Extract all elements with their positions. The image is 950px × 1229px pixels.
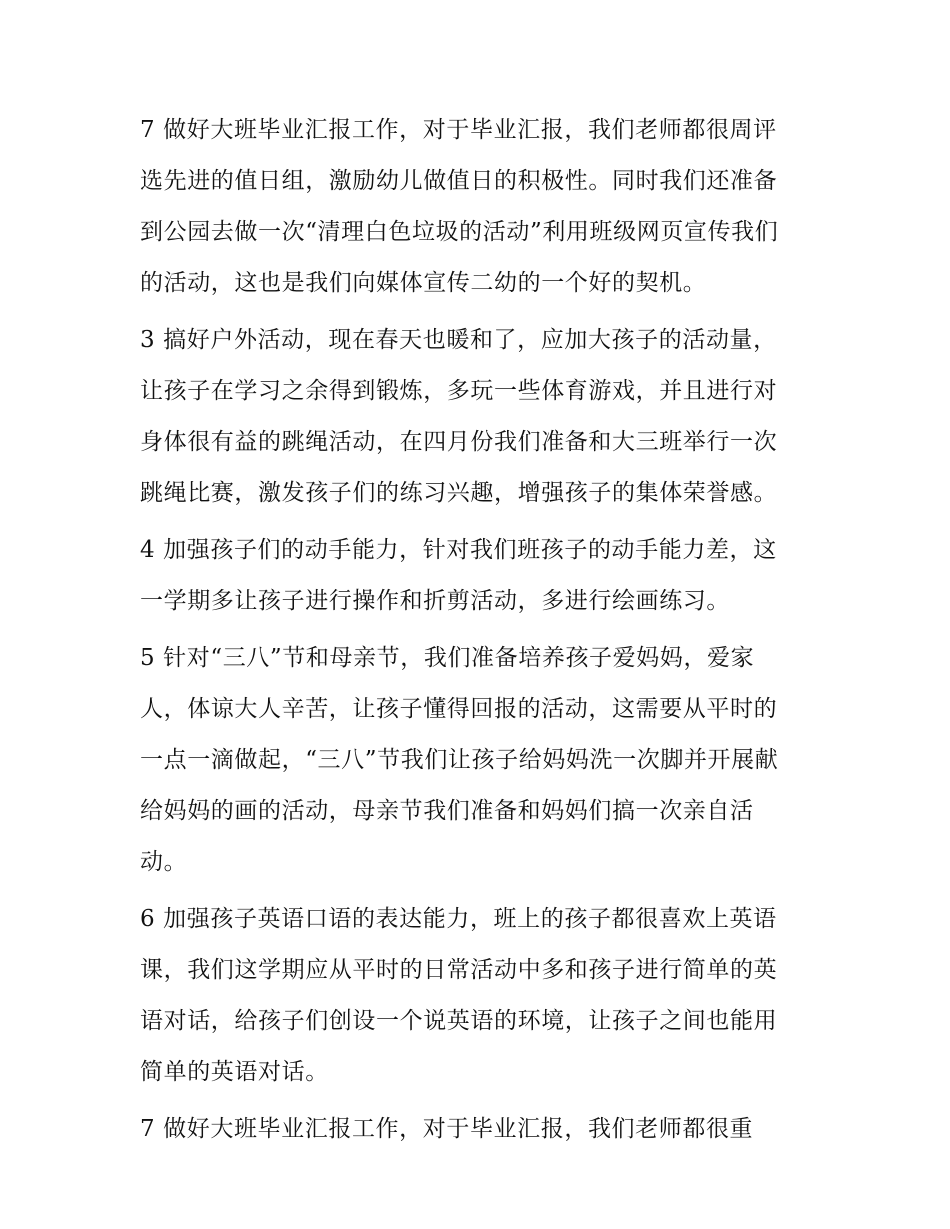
paragraph-3-line-4: 跳绳比赛，激发孩子们的练习兴趣，增强孩子的集体荣誉感。: [140, 480, 778, 506]
paragraph-4-line-1: 4 加强孩子们的动手能力，针对我们班孩子的动手能力差，这: [140, 537, 777, 563]
paragraph-7-line-1: 7 做好大班毕业汇报工作，对于毕业汇报，我们老师都很周评: [140, 117, 777, 143]
paragraph-4-line-2: 一学期多让孩子进行操作和折剪活动，多进行绘画练习。: [140, 588, 730, 614]
paragraph-5-line-3: 一点一滴做起，“三八”节我们让孩子给妈妈洗一次脚并开展献: [140, 747, 779, 773]
paragraph-3-line-3: 身体很有益的跳绳活动，在四月份我们准备和大三班举行一次: [140, 429, 778, 455]
paragraph-5-line-5: 动。: [140, 849, 188, 875]
paragraph-7-line-2: 选先进的值日组，激励幼儿做值日的积极性。同时我们还准备: [140, 168, 778, 194]
paragraph-3-line-2: 让孩子在学习之余得到锻炼，多玩一些体育游戏，并且进行对: [140, 378, 778, 404]
paragraph-5-line-1: 5 针对“三八”节和母亲节，我们准备培养孩子爱妈妈，爱家: [140, 645, 755, 671]
paragraph-6-line-3: 语对话，给孩子们创设一个说英语的环境，让孩子之间也能用: [140, 1008, 778, 1034]
paragraph-6-line-2: 课，我们这学期应从平时的日常活动中多和孩子进行简单的英: [140, 957, 778, 983]
paragraph-6-line-1: 6 加强孩子英语口语的表达能力，班上的孩子都很喜欢上英语: [140, 906, 777, 932]
paragraph-7-line-4: 的活动，这也是我们向媒体宣传二幼的一个好的契机。: [140, 270, 707, 296]
paragraph-3-line-1: 3 搞好户外活动，现在春天也暖和了，应加大孩子的活动量，: [140, 327, 777, 353]
paragraph-6-line-4: 简单的英语对话。: [140, 1059, 329, 1085]
paragraph-7-line-3: 到公园去做一次“清理白色垃圾的活动”利用班级网页宣传我们: [140, 219, 779, 245]
paragraph-5-line-2: 人，体谅大人辛苦，让孩子懂得回报的活动，这需要从平时的: [140, 696, 778, 722]
paragraph-5-line-4: 给妈妈的画的活动，母亲节我们准备和妈妈们搞一次亲自活: [140, 798, 754, 824]
paragraph-7b-line-1: 7 做好大班毕业汇报工作，对于毕业汇报，我们老师都很重: [140, 1116, 754, 1142]
document-body: [140, 105, 820, 1155]
